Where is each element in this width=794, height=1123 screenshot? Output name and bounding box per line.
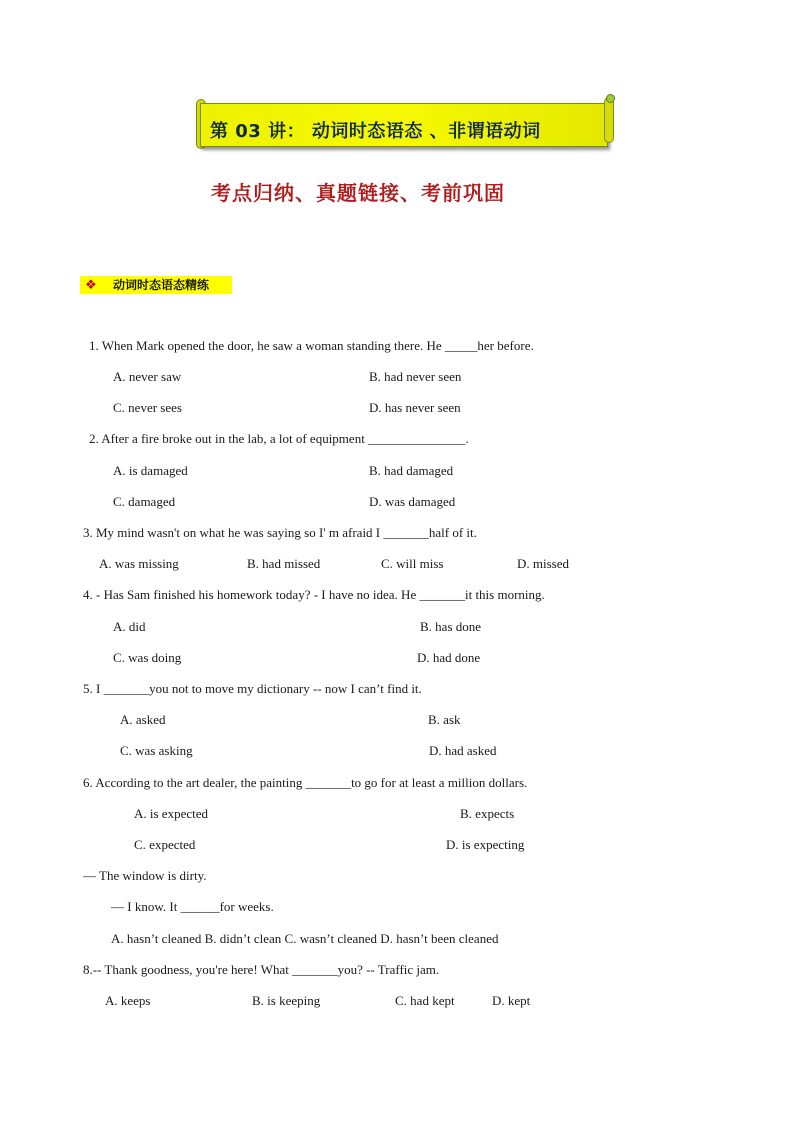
option-a: A. is damaged [113, 463, 188, 478]
scroll-knob-icon [606, 94, 615, 103]
option-d: D. had done [417, 650, 481, 665]
option-b: B. is keeping [252, 993, 321, 1008]
option-d: D. missed [517, 556, 569, 571]
page-subtitle: 考点归纳、真题链接、考前巩固 [211, 181, 505, 205]
option-b: B. had never seen [369, 369, 462, 384]
option-d: D. kept [492, 993, 531, 1008]
question-stem-reply: — I know. It ______for weeks. [111, 899, 274, 914]
option-d: D. has never seen [369, 400, 461, 415]
section-label: 动词时态语态精练 [113, 278, 210, 292]
option-a: A. was missing [99, 556, 179, 571]
option-b: B. had missed [247, 556, 321, 571]
option-b: B. has done [420, 619, 482, 634]
option-b: B. expects [460, 806, 515, 821]
diamond-bullet-icon: ❖ [85, 277, 97, 292]
question-stem: 8.-- Thank goodness, you're here! What _______you? -- Traffic jam. [83, 962, 440, 977]
question-stem: 3. My mind wasn't on what he was saying so I' m afraid I _______half of it. [83, 525, 477, 540]
option-c: C. never sees [113, 400, 182, 415]
option-c: C. damaged [113, 494, 176, 509]
option-b: B. ask [428, 712, 461, 727]
option-a: A. keeps [105, 993, 151, 1008]
page-title: 第 03 讲： 动词时态语态 、非谓语动词 [210, 121, 541, 142]
option-d: D. is expecting [446, 837, 525, 852]
question-stem: 6. According to the art dealer, the painting _______to go for at least a million dollars. [83, 775, 528, 790]
option-c: C. was asking [120, 743, 193, 758]
question-stem: 1. When Mark opened the door, he saw a woman standing there. He _____her before. [89, 338, 534, 353]
option-a: A. asked [120, 712, 166, 727]
option-a: A. did [113, 619, 146, 634]
option-d: D. was damaged [369, 494, 456, 509]
scroll-right-curl [604, 97, 614, 143]
question-stem: — The window is dirty. [83, 868, 207, 883]
option-a: A. is expected [134, 806, 209, 821]
option-b: B. had damaged [369, 463, 454, 478]
section-heading [80, 276, 232, 294]
option-c: C. expected [134, 837, 196, 852]
option-c: C. was doing [113, 650, 182, 665]
option-d: D. had asked [429, 743, 497, 758]
option-row: A. hasn’t cleaned B. didn’t clean C. wasn’t cleaned D. hasn’t been cleaned [111, 931, 499, 946]
option-a: A. never saw [113, 369, 182, 384]
question-stem: 5. I _______you not to move my dictionary -- now I can’t find it. [83, 681, 422, 696]
option-c: C. will miss [381, 556, 444, 571]
option-c: C. had kept [395, 993, 455, 1008]
question-stem: 2. After a fire broke out in the lab, a lot of equipment _______________. [89, 431, 469, 446]
question-stem: 4. - Has Sam finished his homework today? - I have no idea. He _______it this morning. [83, 587, 545, 602]
